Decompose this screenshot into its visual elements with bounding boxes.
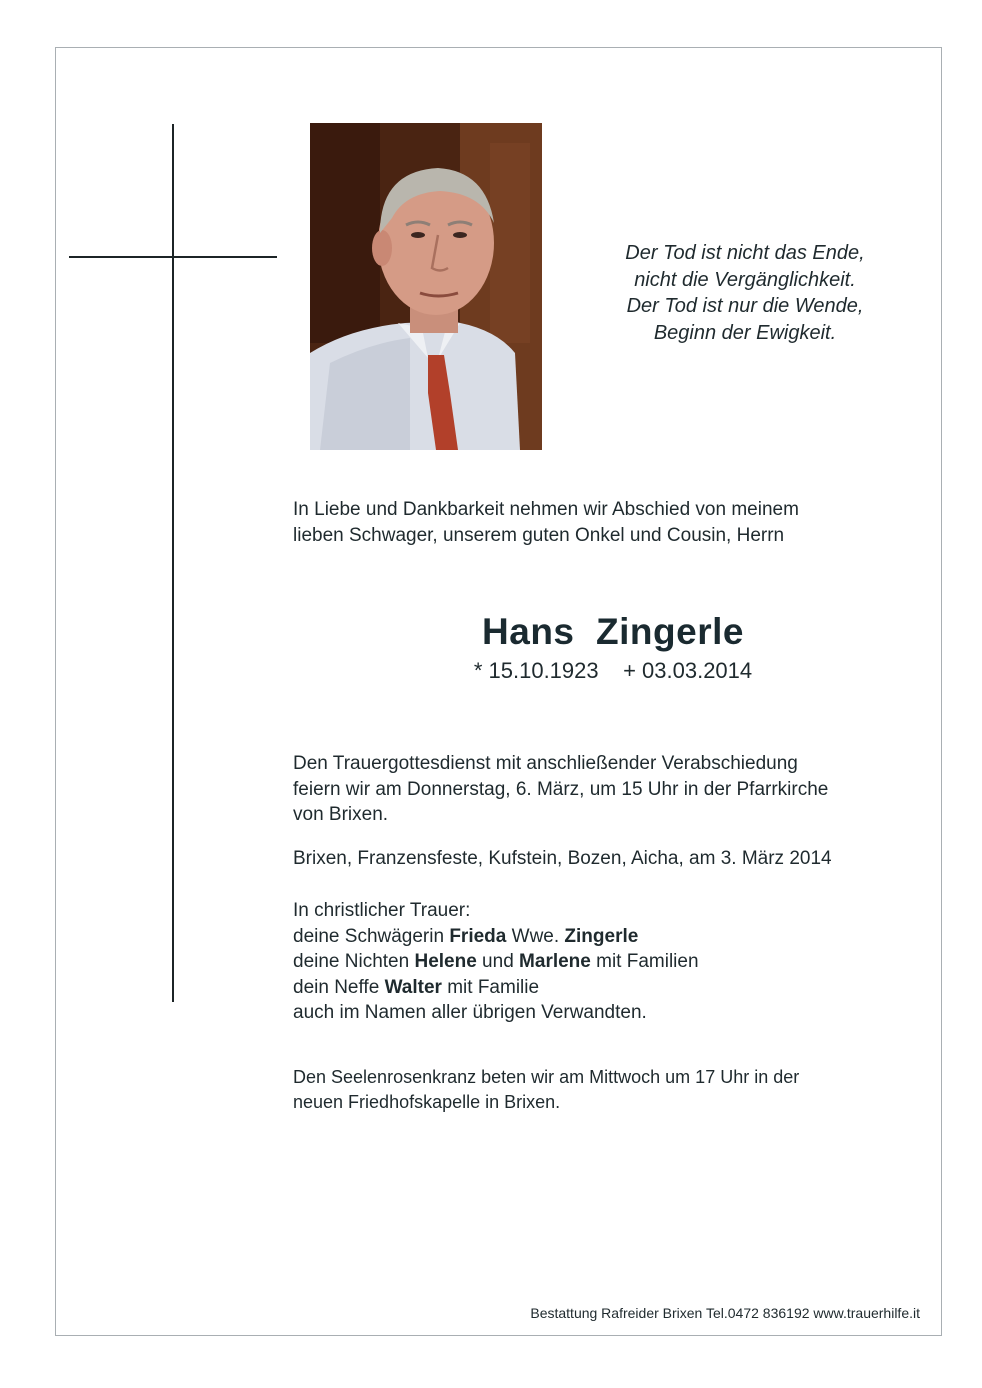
- poem-line: Beginn der Ewigkeit.: [653, 321, 837, 344]
- mourner-name: Walter: [384, 976, 442, 998]
- cross-horizontal-bar: [69, 256, 277, 258]
- intro-line: lieben Schwager, unserem guten Onkel und Cousin, Herrn: [293, 524, 785, 546]
- rosary-line: Den Seelenrosenkranz beten wir am Mittwoch um 17 Uhr in der: [293, 1067, 800, 1087]
- place-and-date: Brixen, Franzensfeste, Kufstein, Bozen, Aicha, am 3. März 2014: [293, 848, 832, 869]
- poem: [585, 240, 905, 346]
- rosary-paragraph: [293, 1065, 799, 1115]
- mourner-row: deine Schwägerin Frieda Wwe. Zingerle: [293, 925, 639, 947]
- mourner-name: Marlene: [519, 951, 591, 972]
- poem-line: Der Tod ist nicht das Ende,: [625, 242, 865, 264]
- portrait-photo: [310, 123, 542, 450]
- life-dates: * 15.10.1923 + 03.03.2014: [473, 658, 753, 683]
- mourner-name: Zingerle: [564, 925, 639, 947]
- funeral-home-footer: Bestattung Rafreider Brixen Tel.0472 836192 www.trauerhilfe.it: [530, 1305, 920, 1321]
- service-line: von Brixen.: [293, 804, 389, 825]
- service-paragraph: [293, 751, 828, 828]
- intro-line: In Liebe und Dankbarkeit nehmen wir Abschied von meinem: [293, 499, 799, 520]
- mourner-row: auch im Namen aller übrigen Verwandten.: [293, 1002, 647, 1023]
- service-line: feiern wir am Donnerstag, 6. März, um 15 Uhr in der Pfarrkirche: [293, 778, 829, 800]
- intro-paragraph: [293, 497, 799, 548]
- mourners-heading: In christlicher Trauer:: [293, 900, 471, 921]
- rosary-line: neuen Friedhofskapelle in Brixen.: [293, 1092, 561, 1112]
- mourner-name: Frieda: [449, 925, 507, 947]
- deceased-name: Hans Zingerle: [482, 611, 744, 652]
- poem-line: Der Tod ist nur die Wende,: [626, 295, 864, 317]
- poem-line: nicht die Vergänglichkeit.: [634, 268, 856, 291]
- mourners-block: [293, 898, 699, 1026]
- service-line: Den Trauergottesdienst mit anschließender Verabschiedung: [293, 753, 798, 774]
- mourner-row: dein Neffe Walter mit Familie: [293, 976, 540, 998]
- mourner-row: deine Nichten Helene und Marlene mit Familien: [293, 951, 699, 972]
- mourner-name: Helene: [414, 951, 477, 972]
